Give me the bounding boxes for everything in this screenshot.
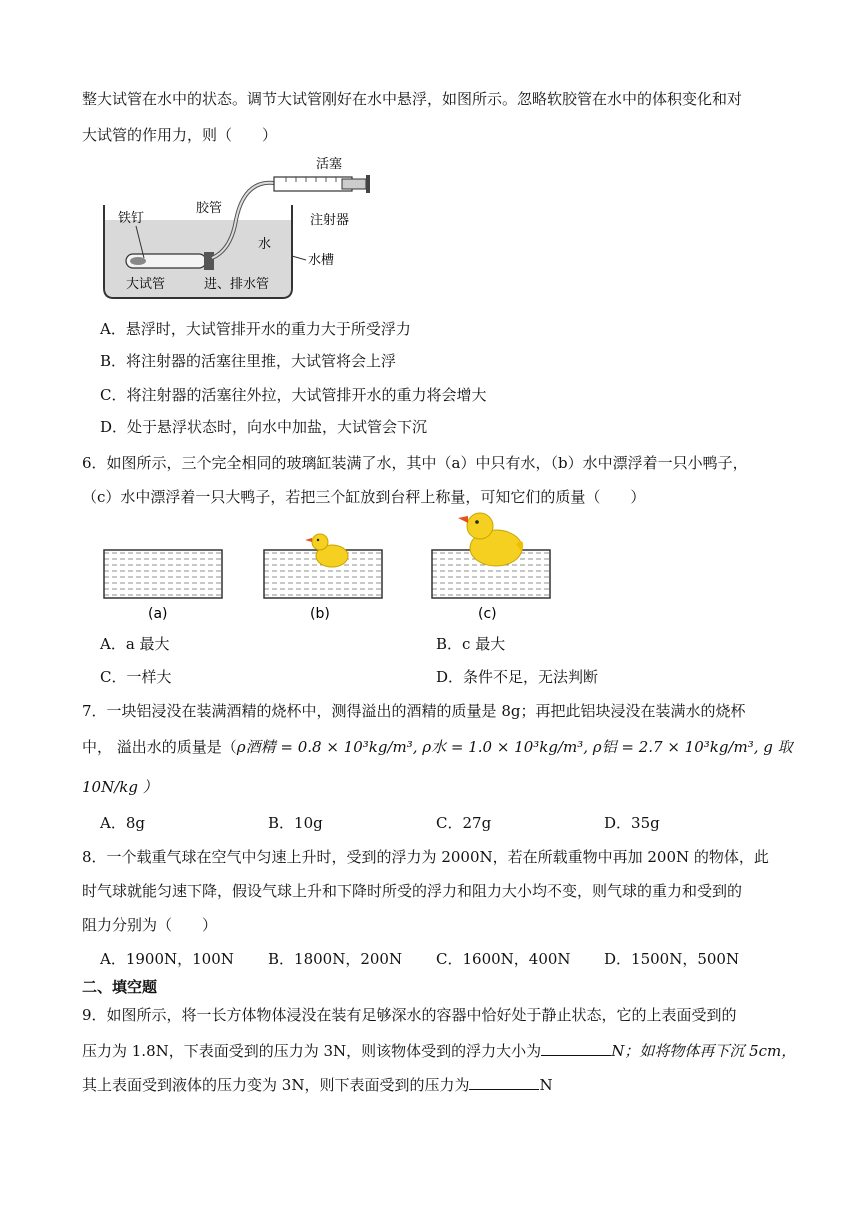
q8-text-line2: 时气球就能匀速下降，假设气球上升和下降时所受的浮力和阻力大小均不变，则气球的重力和受到的 [82,882,743,900]
q5-figure [96,150,386,306]
q8-text-line1: 8．一个载重气球在空气中匀速上升时，受到的浮力为 2000N，若在所载重物中再加 200N 的物体，此 [82,848,769,866]
q5-text-line1: 整大试管在水中的状态。调节大试管刚好在水中悬浮，如图所示。忽略软胶管在水中的体积变化和对 [82,90,743,108]
label-tube: 大试管 [126,277,166,292]
label-hose: 胶管 [196,201,223,216]
q6-text-line2: （c）水中漂浮着一只大鸭子，若把三个缸放到台秤上称量，可知它们的质量（ ） [82,488,646,506]
label-water: 水 [258,237,272,252]
q8-option-b: B．1800N，200N [268,950,403,968]
label-tank: 水槽 [308,253,335,268]
q5-option-d: D．处于悬浮状态时，向水中加盐，大试管会下沉 [100,418,428,436]
q9-line3-unit: N [539,1076,553,1094]
q6-text-line1: 6．如图所示，三个完全相同的玻璃缸装满了水，其中（a）中只有水，（b）水中漂浮着一只小鸭子， [82,454,748,472]
label-b: (b) [310,606,330,622]
q8-option-a: A．1900N，100N [100,950,234,968]
q7-formula: ρ酒精 = 0.8 × 10³kg/m³, ρ水 = 1.0 × 10³kg/m³, ρ铝 = 2.7 × 10³kg/m³, g 取 [236,738,793,756]
q5-option-b: B．将注射器的活塞往里推，大试管将会上浮 [100,352,397,370]
q9-text-line2: 压力为 1.8N，下表面受到的压力为 3N，则该物体受到的浮力大小为 [82,1042,542,1060]
q5-option-a: A．悬浮时，大试管排开水的重力大于所受浮力 [100,320,411,338]
label-piston: 活塞 [316,157,343,172]
q6-option-a: A．a 最大 [100,635,170,653]
q9-blank-2[interactable] [469,1075,539,1090]
label-syringe: 注射器 [310,213,350,228]
q7-option-c: C．27g [436,814,492,832]
q9-text-line1: 9．如图所示，将一长方体物体浸没在装有足够深水的容器中恰好处于静止状态，它的上表面受到的 [82,1006,737,1024]
q6-option-b: B．c 最大 [436,635,506,653]
label-nail: 铁钉 [118,211,145,226]
q9-text-line3: 其上表面受到液体的压力变为 3N，则下表面受到的压力为 [82,1076,470,1094]
q9-blank-1[interactable] [541,1041,611,1056]
q5-text-line2: 大试管的作用力，则（ ） [82,126,278,144]
q7-option-d: D．35g [604,814,660,832]
label-inout: 进、排水管 [204,277,270,292]
label-c: (c) [478,606,497,622]
q7-option-a: A．8g [100,814,145,832]
q7-text-line3: 10N/kg ） [82,778,158,796]
q8-option-c: C．1600N，400N [436,950,571,968]
q6-option-d: D．条件不足，无法判断 [436,668,599,686]
tank-a [104,550,222,598]
section-heading: 二、填空题 [82,978,158,996]
q5-option-c: C．将注射器的活塞往外拉，大试管排开水的重力将会增大 [100,386,487,404]
q7-text-line2a: 中， 溢出水的质量是（ [82,738,237,756]
piston [342,179,366,189]
q7-option-b: B．10g [268,814,323,832]
q6-option-c: C．一样大 [100,668,172,686]
label-a: (a) [148,606,168,622]
q6-figure [96,508,566,624]
q7-text-line1: 7．一块铝浸没在装满酒精的烧杯中，测得溢出的酒精的质量是 8g；再把此铝块浸没在装满水的烧杯 [82,702,746,720]
q8-text-line3: 阻力分别为（ ） [82,916,218,934]
q8-option-d: D．1500N，500N [604,950,740,968]
q9-line2-unit: N；如将物体再下沉 5cm， [611,1042,797,1060]
